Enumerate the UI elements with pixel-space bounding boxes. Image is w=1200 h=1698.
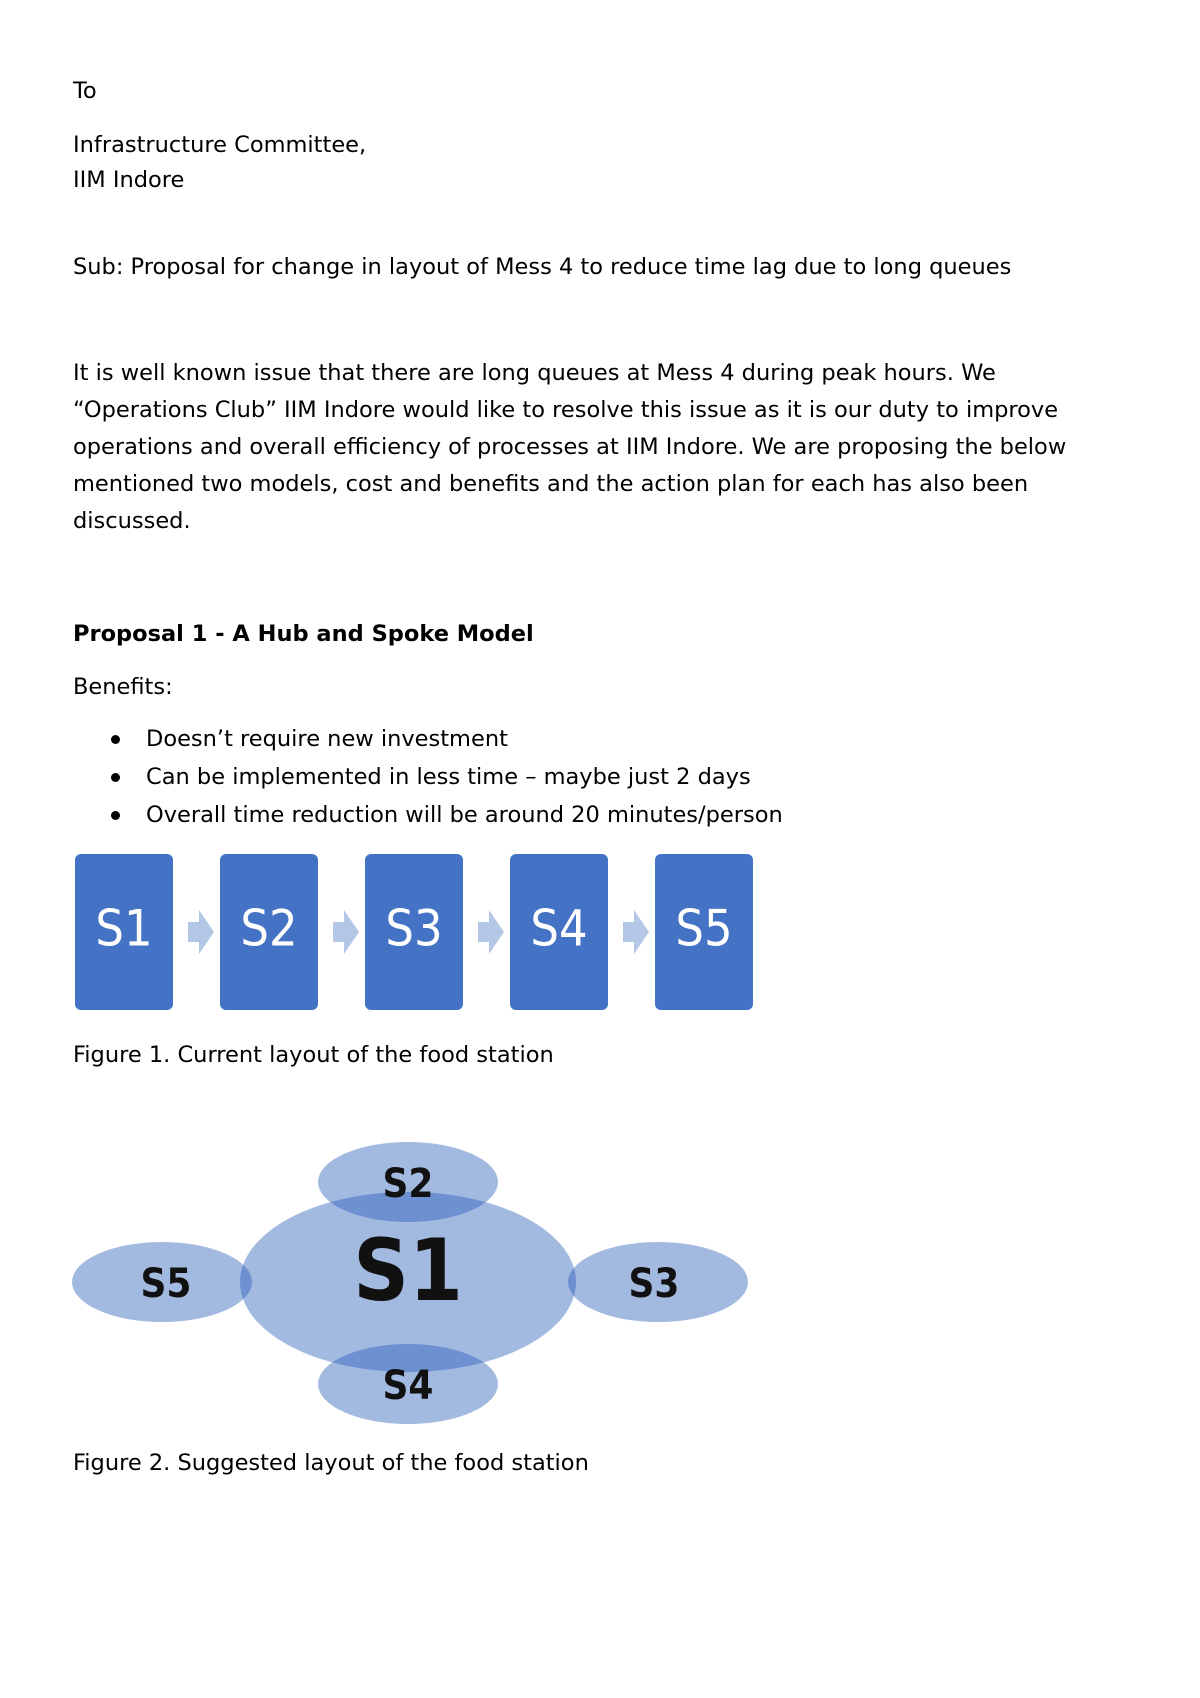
bullet-icon [111, 811, 120, 820]
salutation-to: To [73, 78, 97, 104]
hub-label: S1 [353, 1221, 463, 1321]
station-label: S1 [95, 899, 153, 958]
proposal-heading: Proposal 1 - A Hub and Spoke Model [73, 621, 534, 647]
station-box [655, 854, 753, 1010]
list-item [73, 758, 783, 796]
benefits-list [73, 720, 783, 834]
figure2-caption: Figure 2. Suggested layout of the food station [73, 1450, 589, 1476]
station-label: S5 [675, 899, 733, 958]
list-item [73, 796, 783, 834]
body-line: discussed. [73, 508, 191, 534]
body-line: mentioned two models, cost and benefits and the action plan for each has also been [73, 471, 1029, 497]
flow-arrow-icon [478, 910, 504, 954]
station-box [220, 854, 318, 1010]
recipient-institute: IIM Indore [73, 167, 185, 193]
body-line: It is well known issue that there are long queues at Mess 4 during peak hours. We [73, 360, 996, 386]
benefit-text: Can be implemented in less time – maybe just 2 days [146, 764, 751, 790]
body-line: operations and overall efficiency of processes at IIM Indore. We are proposing the below [73, 434, 1067, 460]
spoke-label-top: S2 [382, 1161, 434, 1207]
body-paragraph [73, 355, 1066, 540]
figure1-caption: Figure 1. Current layout of the food station [73, 1042, 554, 1068]
station-label: S3 [385, 899, 443, 958]
body-line: “Operations Club” IIM Indore would like to resolve this issue as it is our duty to improve [73, 397, 1059, 423]
benefit-text: Overall time reduction will be around 20 minutes/person [146, 802, 783, 828]
flow-arrow-icon [188, 910, 214, 954]
spoke-label-bottom: S4 [382, 1363, 434, 1409]
station-box [75, 854, 173, 1010]
bullet-icon [111, 773, 120, 782]
station-label: S2 [240, 899, 298, 958]
station-label: S4 [530, 899, 588, 958]
list-item [73, 720, 783, 758]
recipient-committee: Infrastructure Committee, [73, 132, 367, 158]
subject-line: Sub: Proposal for change in layout of Mess 4 to reduce time lag due to long queues [73, 254, 1012, 280]
benefit-text: Doesn’t require new investment [146, 726, 508, 752]
flow-arrow-icon [333, 910, 359, 954]
spoke-label-right: S3 [628, 1261, 680, 1307]
current-layout-diagram [73, 852, 763, 1012]
bullet-icon [111, 735, 120, 744]
benefits-label: Benefits: [73, 674, 173, 700]
suggested-layout-diagram [70, 1140, 750, 1430]
flow-arrow-icon [623, 910, 649, 954]
station-box [365, 854, 463, 1010]
station-box [510, 854, 608, 1010]
spoke-label-left: S5 [140, 1261, 192, 1307]
